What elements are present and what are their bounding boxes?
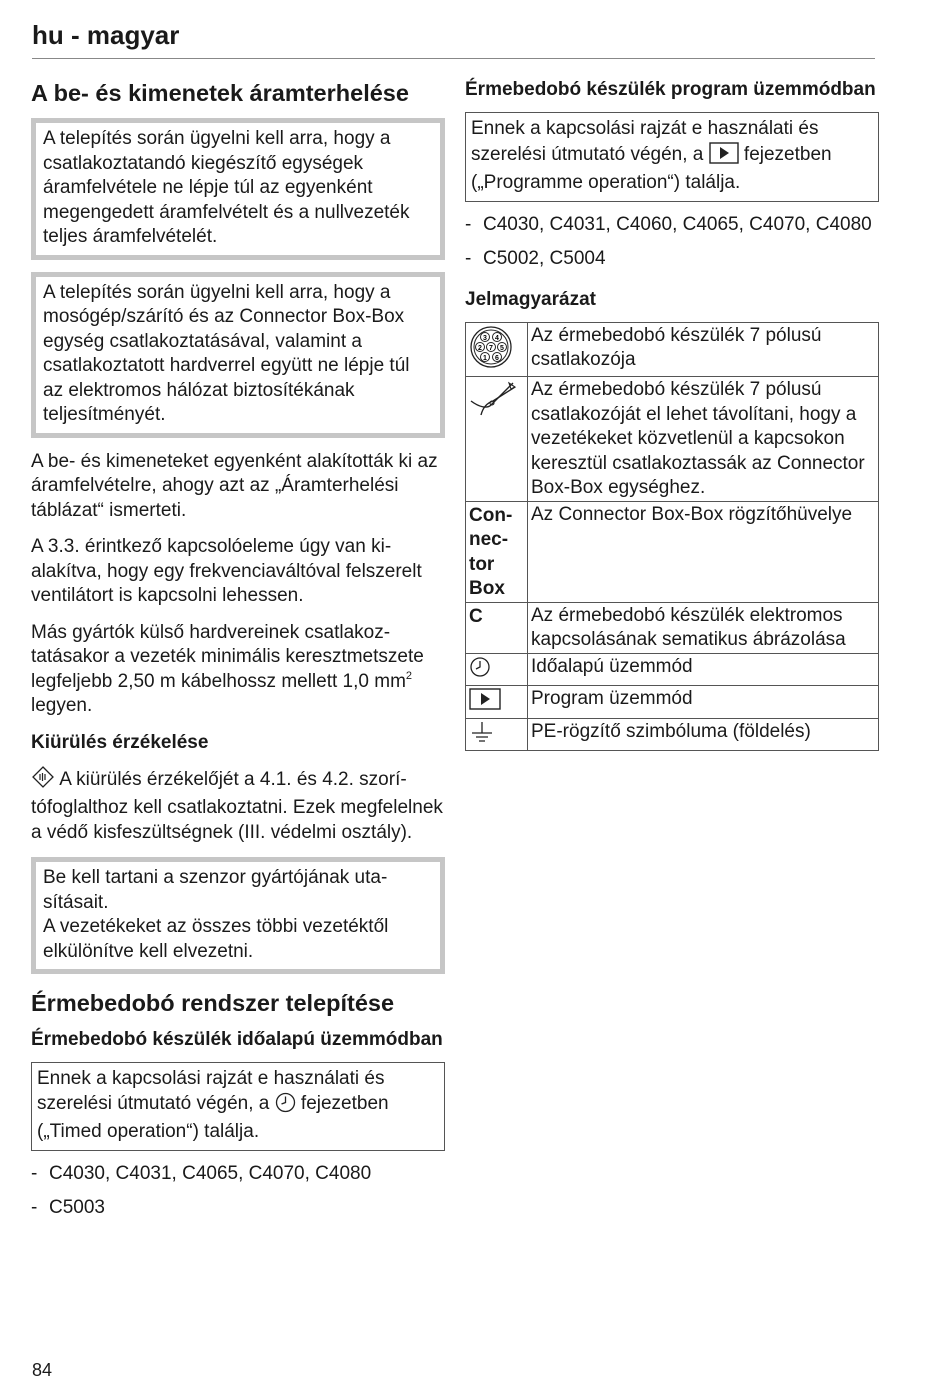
right-column: [465, 78, 879, 751]
frame-text-part: Ennek a kapcsolási rajzát e használati és szerelési útmutató végén, a: [471, 118, 819, 165]
legend-description: Az érmebedobó készülék elektromos kapcsolásának sematikus ábrázolása: [528, 602, 879, 653]
note-text: A telepítés során ügyelni kell arra, hogy a mosógép/szárító és az Connector Box-Box egység csatlakoztatásával, valamint a csatlakoztatott hardverrel együtt ne lépje túl az elektromos hálózat biztosítékának teljesítményét.: [43, 281, 410, 425]
legend-symbol-cell: C: [466, 602, 528, 653]
frame-text-part: fejezetben („Programme operation“) találja.: [471, 143, 832, 193]
legend-row: [466, 686, 879, 719]
page-header-title: hu - magyar: [32, 20, 180, 50]
svg-text:7: 7: [489, 344, 493, 352]
model-list-item: - C5002, C5004: [465, 247, 879, 272]
legend-table: [465, 322, 879, 752]
model-list-text: C4030, C4031, C4060, C4065, C4070, C4080: [483, 213, 872, 235]
legend-symbol-cell: [466, 686, 528, 719]
legend-symbol-cell: [466, 377, 528, 502]
legend-title: Jelmagyarázat: [465, 288, 596, 310]
frame-text: [37, 1067, 438, 1145]
model-list-item: - C4030, C4031, C4065, C4070, C4080: [31, 1162, 445, 1187]
seven-pin-connector-icon: [469, 334, 513, 374]
note-text: Be kell tartani a szenzor gyártójának utasításait.: [43, 867, 388, 913]
svg-text:6: 6: [495, 354, 499, 362]
note-text: A telepítés során ügyelni kell arra, hogy a csatlakoztatandó kiegészítő egységek áramfelvétele ne lépje túl az egyenként megengedett áramfelvételt és a nullvezeték teljes áramfelvételét.: [43, 128, 410, 247]
legend-row: [466, 501, 879, 602]
subsection-title-program-mode: Érmebedobó készülék program üzemmódban: [465, 79, 876, 100]
clock-icon: [275, 1092, 296, 1121]
play-icon: [469, 694, 501, 715]
para-text: legyen.: [31, 695, 93, 716]
model-list-text: C4030, C4031, C4065, C4070, C4080: [49, 1162, 372, 1184]
frame-text-part: Ennek a kapcsolási rajzát e használati és szerelési útmutató végén, a: [37, 1068, 385, 1114]
paragraph-drain-sensor: [31, 765, 445, 846]
note-box-sensor-instructions: [31, 857, 445, 974]
legend-row: [466, 718, 879, 751]
ground-icon: [469, 727, 495, 748]
svg-text:1: 1: [483, 354, 487, 362]
model-list-item: - C5003: [31, 1196, 445, 1221]
header-divider: [32, 58, 875, 59]
clock-icon: [469, 662, 491, 683]
legend-description: Az érmebedobó készülék 7 pólusú csatlakozója: [528, 322, 879, 377]
legend-description: Az Connector Box-Box rögzítőhüvelye: [528, 501, 879, 602]
note-text: A vezetékeket az összes többi vezetéktől elkülönítve kell elvezetni.: [43, 916, 389, 962]
subsection-title-drain-detection: Kiürülés érzékelése: [31, 731, 209, 753]
note-box-fuse-capacity: [31, 272, 445, 438]
note-box-current-consumption: [31, 118, 445, 260]
para-text: A kiürülés érzékelőjét a 4.1. és 4.2. szorítófoglalthoz kell csatlakoztatni. Ezek megfelelnek a védő kisfeszültségnek (III. védelmi osztály).: [31, 768, 443, 843]
model-list-text: C5002, C5004: [483, 248, 606, 269]
svg-text:2: 2: [478, 344, 482, 352]
svg-text:5: 5: [500, 344, 504, 352]
legend-description: Az érmebedobó készülék 7 pólusú csatlakozóját el lehet távolítani, hogy a vezetékeket közvetlenül a kapcsokon keresztül csatlakoztassák az Connector Box-Box egységhez.: [528, 377, 879, 502]
paragraph-wire-cross-section: [31, 621, 445, 719]
wire-cutter-icon: [469, 403, 519, 424]
paragraph-inputs-outputs: A be- és kimeneteket egyenként alakították ki az áramfelvételre, ahogy azt az „Áramterhelési táblázat“ ismerteti.: [31, 450, 438, 521]
left-column: [31, 78, 445, 1231]
legend-description: PE-rögzítő szimbóluma (földelés): [528, 718, 879, 751]
legend-symbol-cell: [466, 653, 528, 686]
legend-row: [466, 377, 879, 502]
frame-text-part: fejezetben („Timed operation“) találja.: [37, 1092, 389, 1142]
page-number: 84: [32, 1360, 53, 1380]
model-list-text: C5003: [49, 1197, 105, 1218]
svg-text:4: 4: [495, 334, 499, 342]
legend-symbol-cell: [466, 322, 528, 377]
low-voltage-diamond-icon: [31, 765, 55, 797]
paragraph-contact-3-3: A 3.3. érintkező kapcsolóeleme úgy van kialakítva, hogy egy frekvenciaváltóval felszerelt ventilátort is kapcsolni lehessen.: [31, 536, 422, 606]
legend-description: Program üzemmód: [528, 686, 879, 719]
legend-description: Időalapú üzemmód: [528, 653, 879, 686]
info-frame-timed-operation: [31, 1062, 445, 1151]
section-title-current-load: A be- és kimenetek áramterhelése: [31, 80, 409, 106]
frame-text: [471, 117, 872, 196]
section-title-coin-system: Érmebedobó rendszer telepítése: [31, 990, 395, 1016]
legend-symbol-cell: Connector Box: [466, 501, 528, 602]
play-icon: [709, 142, 739, 172]
info-frame-program-operation: [465, 112, 879, 202]
subsection-title-timed-mode: Érmebedobó készülék időalapú üzemmódban: [31, 1029, 443, 1050]
superscript: 2: [405, 669, 413, 682]
svg-text:3: 3: [483, 334, 487, 342]
para-text: Más gyártók külső hardvereinek csatlakoztatásakor a vezeték minimális keresztmetszete legfeljebb 2,50 m kábelhossz mellett 1,0 mm: [31, 621, 424, 692]
legend-row: [466, 602, 879, 653]
legend-row: [466, 322, 879, 377]
legend-symbol-cell: [466, 718, 528, 751]
model-list-item: - C4030, C4031, C4060, C4065, C4070, C4080: [465, 213, 879, 238]
legend-row: [466, 653, 879, 686]
